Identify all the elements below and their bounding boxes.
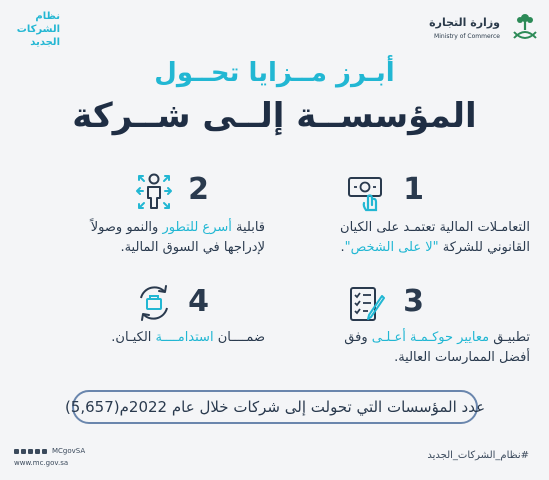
twitter-icon: [14, 449, 19, 454]
saudi-emblem-icon: [508, 12, 542, 46]
benefit-text: [344, 328, 530, 368]
benefit-highlight: "لا على الشخص": [344, 240, 439, 255]
benefit-number: 2: [188, 172, 209, 207]
checklist-pencil-icon: [346, 284, 388, 326]
benefit-line: تطبيـق معايير حوكـمـة أعـلـى وفق: [344, 330, 530, 345]
benefit-card-2: [55, 170, 265, 260]
hashtag: #نظام_الشركات_الجديد: [427, 450, 529, 461]
linkedin-icon: [42, 449, 47, 454]
stat-banner: [64, 390, 486, 424]
ministry-name-ar: وزارة التجارة: [429, 16, 500, 29]
companies-law-logo: [10, 10, 60, 58]
benefit-number: 3: [403, 284, 424, 319]
benefit-highlight: معايير حوكـمـة أعـلـى: [371, 330, 490, 345]
benefit-highlight: أسرع للتطور: [162, 220, 232, 235]
benefit-text: [91, 218, 265, 258]
benefit-card-3: [290, 282, 530, 372]
money-click-icon: [346, 172, 388, 214]
youtube-icon: [35, 449, 40, 454]
benefit-line: التعامـلات المالية تعتمـد على الكيان: [340, 220, 530, 235]
person-growth-icon: [133, 170, 175, 212]
logo-line: الجديد: [30, 37, 60, 48]
benefit-number: 4: [188, 284, 209, 319]
benefit-card-1: [290, 170, 530, 260]
benefit-number: 1: [403, 172, 424, 207]
snapchat-icon: [28, 449, 33, 454]
benefit-line: قابلية أسرع للتطور والنمو وصولاً: [90, 220, 265, 235]
ministry-name-en: Ministry of Commerce: [434, 33, 500, 40]
title-line-2: المؤسســة إلــى شــركة: [72, 96, 477, 136]
benefit-highlight: استدامــــة: [155, 330, 214, 345]
logo-line: الشركات: [16, 24, 60, 35]
instagram-icon: [21, 449, 26, 454]
benefit-line: لإدراجها في السوق المالية.: [120, 240, 265, 255]
benefit-text: [111, 328, 265, 348]
social-icons: [14, 447, 85, 455]
stat-value: (5,657): [64, 398, 120, 416]
social-handle: MCgovSA: [52, 447, 86, 455]
benefit-card-4: [55, 282, 265, 352]
title-line-1: أبـرز مــزايا تحــول: [154, 58, 395, 88]
benefit-line: أفضل الممارسات العالية.: [394, 350, 530, 365]
benefit-line: القانوني للشركة "لا على الشخص".: [340, 240, 530, 255]
logo-line: نظام: [35, 11, 60, 22]
website-link[interactable]: www.mc.gov.sa: [14, 459, 69, 467]
benefit-text: [340, 218, 530, 258]
stat-label: عدد المؤسسات التي تحولت إلى شركات خلال عام 2022م: [119, 398, 486, 416]
sustainability-cycle-icon: [133, 282, 175, 324]
ministry-logo: [429, 12, 542, 48]
benefit-line: ضمــــان استدامــــة الكيـان.: [111, 330, 265, 345]
